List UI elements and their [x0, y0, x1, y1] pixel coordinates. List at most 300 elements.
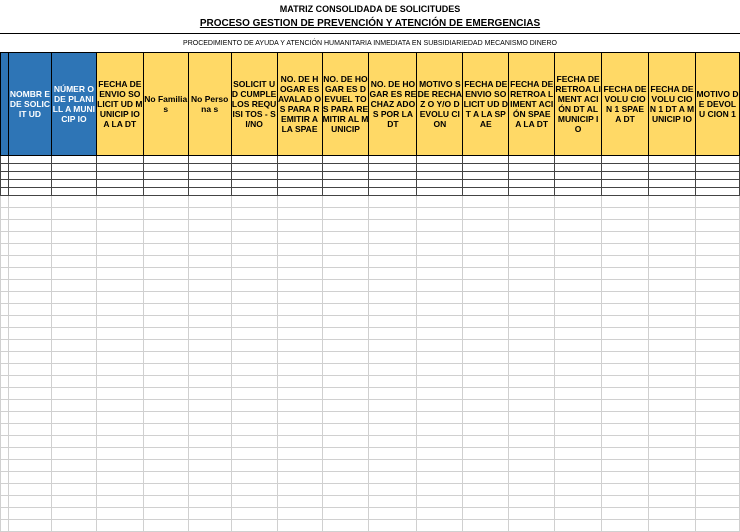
cell[interactable]: [231, 400, 277, 412]
cell[interactable]: [231, 328, 277, 340]
cell[interactable]: [277, 316, 322, 328]
cell[interactable]: [649, 496, 696, 508]
cell[interactable]: [695, 508, 739, 520]
cell[interactable]: [417, 388, 463, 400]
cell[interactable]: [555, 508, 602, 520]
cell[interactable]: [417, 508, 463, 520]
cell[interactable]: [369, 232, 417, 244]
cell[interactable]: [649, 400, 696, 412]
cell[interactable]: [231, 232, 277, 244]
cell[interactable]: [322, 376, 369, 388]
cell[interactable]: [143, 280, 188, 292]
cell[interactable]: [277, 448, 322, 460]
cell[interactable]: [277, 196, 322, 208]
cell[interactable]: [277, 268, 322, 280]
cell[interactable]: [143, 304, 188, 316]
cell[interactable]: [188, 316, 231, 328]
cell[interactable]: [602, 172, 649, 180]
cell[interactable]: [1, 208, 9, 220]
cell[interactable]: [231, 364, 277, 376]
cell[interactable]: [277, 164, 322, 172]
cell[interactable]: [509, 304, 555, 316]
cell[interactable]: [695, 188, 739, 196]
cell[interactable]: [188, 424, 231, 436]
cell[interactable]: [51, 172, 96, 180]
cell[interactable]: [649, 304, 696, 316]
cell[interactable]: [463, 268, 509, 280]
cell[interactable]: [51, 280, 96, 292]
cell[interactable]: [1, 156, 9, 164]
cell[interactable]: [188, 196, 231, 208]
cell[interactable]: [417, 196, 463, 208]
cell[interactable]: [96, 292, 143, 304]
cell[interactable]: [417, 164, 463, 172]
cell[interactable]: [322, 232, 369, 244]
cell[interactable]: [277, 484, 322, 496]
cell[interactable]: [231, 484, 277, 496]
cell[interactable]: [509, 436, 555, 448]
cell[interactable]: [649, 460, 696, 472]
cell[interactable]: [555, 164, 602, 172]
cell[interactable]: [602, 436, 649, 448]
cell[interactable]: [96, 280, 143, 292]
cell[interactable]: [188, 180, 231, 188]
cell[interactable]: [188, 520, 231, 532]
cell[interactable]: [1, 448, 9, 460]
cell[interactable]: [649, 280, 696, 292]
header-cell-1[interactable]: NOMBR E DE SOLICIT UD: [8, 53, 51, 156]
cell[interactable]: [649, 316, 696, 328]
cell[interactable]: [322, 412, 369, 424]
cell[interactable]: [1, 172, 9, 180]
cell[interactable]: [695, 304, 739, 316]
cell[interactable]: [1, 220, 9, 232]
cell[interactable]: [8, 180, 51, 188]
cell[interactable]: [463, 400, 509, 412]
cell[interactable]: [463, 304, 509, 316]
cell[interactable]: [96, 460, 143, 472]
cell[interactable]: [322, 268, 369, 280]
cell[interactable]: [51, 376, 96, 388]
cell[interactable]: [51, 436, 96, 448]
cell[interactable]: [277, 180, 322, 188]
cell[interactable]: [51, 232, 96, 244]
cell[interactable]: [231, 220, 277, 232]
cell[interactable]: [8, 436, 51, 448]
cell[interactable]: [1, 304, 9, 316]
cell[interactable]: [602, 316, 649, 328]
cell[interactable]: [96, 196, 143, 208]
cell[interactable]: [322, 316, 369, 328]
cell[interactable]: [369, 316, 417, 328]
cell[interactable]: [143, 220, 188, 232]
cell[interactable]: [463, 156, 509, 164]
cell[interactable]: [8, 316, 51, 328]
cell[interactable]: [649, 412, 696, 424]
cell[interactable]: [509, 180, 555, 188]
cell[interactable]: [96, 268, 143, 280]
cell[interactable]: [143, 460, 188, 472]
cell[interactable]: [277, 188, 322, 196]
cell[interactable]: [369, 448, 417, 460]
cell[interactable]: [8, 508, 51, 520]
cell[interactable]: [188, 400, 231, 412]
cell[interactable]: [277, 232, 322, 244]
cell[interactable]: [1, 352, 9, 364]
cell[interactable]: [231, 424, 277, 436]
cell[interactable]: [463, 172, 509, 180]
cell[interactable]: [8, 424, 51, 436]
cell[interactable]: [602, 164, 649, 172]
cell[interactable]: [555, 520, 602, 532]
cell[interactable]: [277, 220, 322, 232]
cell[interactable]: [322, 328, 369, 340]
cell[interactable]: [8, 280, 51, 292]
cell[interactable]: [369, 180, 417, 188]
cell[interactable]: [8, 232, 51, 244]
cell[interactable]: [188, 188, 231, 196]
cell[interactable]: [143, 316, 188, 328]
cell[interactable]: [555, 196, 602, 208]
cell[interactable]: [231, 164, 277, 172]
cell[interactable]: [322, 256, 369, 268]
cell[interactable]: [143, 172, 188, 180]
cell[interactable]: [695, 256, 739, 268]
cell[interactable]: [555, 232, 602, 244]
cell[interactable]: [322, 164, 369, 172]
cell[interactable]: [1, 232, 9, 244]
cell[interactable]: [417, 256, 463, 268]
cell[interactable]: [96, 188, 143, 196]
cell[interactable]: [369, 376, 417, 388]
cell[interactable]: [369, 208, 417, 220]
cell[interactable]: [51, 316, 96, 328]
cell[interactable]: [417, 172, 463, 180]
cell[interactable]: [417, 436, 463, 448]
cell[interactable]: [96, 352, 143, 364]
cell[interactable]: [509, 256, 555, 268]
cell[interactable]: [51, 472, 96, 484]
cell[interactable]: [695, 328, 739, 340]
header-cell-6[interactable]: SOLICIT UD CUMPLE LOS REQUISI TOS - SI/NO: [231, 53, 277, 156]
cell[interactable]: [322, 220, 369, 232]
cell[interactable]: [322, 208, 369, 220]
cell[interactable]: [231, 508, 277, 520]
cell[interactable]: [555, 496, 602, 508]
cell[interactable]: [649, 424, 696, 436]
cell[interactable]: [417, 180, 463, 188]
cell[interactable]: [463, 508, 509, 520]
cell[interactable]: [369, 364, 417, 376]
cell[interactable]: [231, 292, 277, 304]
cell[interactable]: [509, 268, 555, 280]
cell[interactable]: [143, 164, 188, 172]
cell[interactable]: [143, 256, 188, 268]
cell[interactable]: [695, 352, 739, 364]
cell[interactable]: [277, 328, 322, 340]
cell[interactable]: [509, 460, 555, 472]
cell[interactable]: [695, 196, 739, 208]
cell[interactable]: [51, 180, 96, 188]
cell[interactable]: [1, 436, 9, 448]
cell[interactable]: [51, 352, 96, 364]
cell[interactable]: [369, 436, 417, 448]
cell[interactable]: [463, 376, 509, 388]
cell[interactable]: [96, 164, 143, 172]
cell[interactable]: [143, 328, 188, 340]
cell[interactable]: [369, 412, 417, 424]
cell[interactable]: [463, 244, 509, 256]
header-cell-gutter[interactable]: [1, 53, 9, 156]
cell[interactable]: [277, 280, 322, 292]
cell[interactable]: [8, 460, 51, 472]
cell[interactable]: [369, 520, 417, 532]
cell[interactable]: [277, 244, 322, 256]
cell[interactable]: [277, 172, 322, 180]
cell[interactable]: [1, 484, 9, 496]
cell[interactable]: [555, 220, 602, 232]
cell[interactable]: [143, 244, 188, 256]
cell[interactable]: [509, 412, 555, 424]
cell[interactable]: [322, 352, 369, 364]
cell[interactable]: [509, 164, 555, 172]
cell[interactable]: [695, 164, 739, 172]
cell[interactable]: [1, 244, 9, 256]
cell[interactable]: [231, 188, 277, 196]
cell[interactable]: [188, 472, 231, 484]
cell[interactable]: [51, 460, 96, 472]
cell[interactable]: [188, 388, 231, 400]
cell[interactable]: [649, 268, 696, 280]
cell[interactable]: [695, 156, 739, 164]
cell[interactable]: [322, 188, 369, 196]
cell[interactable]: [8, 164, 51, 172]
cell[interactable]: [277, 352, 322, 364]
cell[interactable]: [96, 232, 143, 244]
cell[interactable]: [8, 292, 51, 304]
cell[interactable]: [695, 496, 739, 508]
cell[interactable]: [695, 376, 739, 388]
cell[interactable]: [51, 164, 96, 172]
cell[interactable]: [649, 256, 696, 268]
cell[interactable]: [509, 232, 555, 244]
cell[interactable]: [509, 208, 555, 220]
cell[interactable]: [277, 364, 322, 376]
cell[interactable]: [96, 424, 143, 436]
cell[interactable]: [322, 424, 369, 436]
cell[interactable]: [509, 172, 555, 180]
cell[interactable]: [695, 316, 739, 328]
cell[interactable]: [231, 280, 277, 292]
cell[interactable]: [509, 424, 555, 436]
cell[interactable]: [555, 328, 602, 340]
cell[interactable]: [188, 292, 231, 304]
cell[interactable]: [143, 364, 188, 376]
cell[interactable]: [509, 508, 555, 520]
cell[interactable]: [695, 388, 739, 400]
cell[interactable]: [8, 496, 51, 508]
cell[interactable]: [555, 388, 602, 400]
cell[interactable]: [463, 472, 509, 484]
cell[interactable]: [96, 304, 143, 316]
cell[interactable]: [369, 172, 417, 180]
cell[interactable]: [277, 388, 322, 400]
cell[interactable]: [417, 244, 463, 256]
cell[interactable]: [649, 328, 696, 340]
cell[interactable]: [695, 460, 739, 472]
cell[interactable]: [96, 316, 143, 328]
cell[interactable]: [143, 188, 188, 196]
cell[interactable]: [1, 400, 9, 412]
cell[interactable]: [51, 496, 96, 508]
header-cell-14[interactable]: FECHA DEVOLU CION 1 SPAE A DT: [602, 53, 649, 156]
cell[interactable]: [463, 256, 509, 268]
cell[interactable]: [231, 244, 277, 256]
cell[interactable]: [277, 208, 322, 220]
cell[interactable]: [417, 316, 463, 328]
cell[interactable]: [277, 460, 322, 472]
cell[interactable]: [8, 172, 51, 180]
cell[interactable]: [463, 164, 509, 172]
cell[interactable]: [8, 256, 51, 268]
cell[interactable]: [322, 508, 369, 520]
header-cell-15[interactable]: FECHA DEVOLU CION 1 DT A MUNICIP IO: [649, 53, 696, 156]
cell[interactable]: [369, 484, 417, 496]
cell[interactable]: [463, 388, 509, 400]
cell[interactable]: [51, 156, 96, 164]
header-cell-16[interactable]: MOTIVO DE DEVOLU CION 1: [695, 53, 739, 156]
cell[interactable]: [1, 196, 9, 208]
cell[interactable]: [369, 424, 417, 436]
cell[interactable]: [369, 304, 417, 316]
cell[interactable]: [417, 460, 463, 472]
cell[interactable]: [143, 388, 188, 400]
cell[interactable]: [602, 508, 649, 520]
cell[interactable]: [555, 256, 602, 268]
cell[interactable]: [8, 340, 51, 352]
cell[interactable]: [322, 520, 369, 532]
cell[interactable]: [96, 256, 143, 268]
cell[interactable]: [602, 496, 649, 508]
cell[interactable]: [96, 244, 143, 256]
cell[interactable]: [463, 196, 509, 208]
cell[interactable]: [96, 508, 143, 520]
cell[interactable]: [188, 208, 231, 220]
cell[interactable]: [322, 496, 369, 508]
cell[interactable]: [417, 352, 463, 364]
cell[interactable]: [555, 180, 602, 188]
cell[interactable]: [602, 188, 649, 196]
cell[interactable]: [322, 400, 369, 412]
cell[interactable]: [417, 280, 463, 292]
cell[interactable]: [231, 352, 277, 364]
cell[interactable]: [322, 436, 369, 448]
cell[interactable]: [369, 164, 417, 172]
cell[interactable]: [555, 448, 602, 460]
cell[interactable]: [96, 180, 143, 188]
cell[interactable]: [51, 328, 96, 340]
cell[interactable]: [51, 292, 96, 304]
cell[interactable]: [695, 244, 739, 256]
cell[interactable]: [188, 172, 231, 180]
cell[interactable]: [8, 188, 51, 196]
cell[interactable]: [695, 436, 739, 448]
cell[interactable]: [463, 364, 509, 376]
cell[interactable]: [695, 472, 739, 484]
cell[interactable]: [143, 208, 188, 220]
cell[interactable]: [509, 400, 555, 412]
cell[interactable]: [417, 364, 463, 376]
cell[interactable]: [649, 156, 696, 164]
cell[interactable]: [143, 376, 188, 388]
cell[interactable]: [417, 232, 463, 244]
cell[interactable]: [695, 268, 739, 280]
cell[interactable]: [695, 180, 739, 188]
cell[interactable]: [8, 400, 51, 412]
cell[interactable]: [143, 400, 188, 412]
cell[interactable]: [1, 268, 9, 280]
cell[interactable]: [602, 244, 649, 256]
cell[interactable]: [602, 472, 649, 484]
cell[interactable]: [143, 340, 188, 352]
cell[interactable]: [8, 412, 51, 424]
cell[interactable]: [555, 400, 602, 412]
cell[interactable]: [188, 232, 231, 244]
cell[interactable]: [695, 172, 739, 180]
cell[interactable]: [231, 180, 277, 188]
cell[interactable]: [322, 172, 369, 180]
cell[interactable]: [463, 484, 509, 496]
cell[interactable]: [96, 340, 143, 352]
cell[interactable]: [369, 156, 417, 164]
cell[interactable]: [188, 220, 231, 232]
cell[interactable]: [463, 292, 509, 304]
cell[interactable]: [322, 364, 369, 376]
cell[interactable]: [509, 376, 555, 388]
cell[interactable]: [649, 188, 696, 196]
cell[interactable]: [463, 352, 509, 364]
cell[interactable]: [143, 232, 188, 244]
cell[interactable]: [602, 196, 649, 208]
cell[interactable]: [188, 244, 231, 256]
cell[interactable]: [143, 496, 188, 508]
cell[interactable]: [695, 364, 739, 376]
cell[interactable]: [8, 364, 51, 376]
cell[interactable]: [417, 304, 463, 316]
cell[interactable]: [463, 424, 509, 436]
cell[interactable]: [509, 496, 555, 508]
cell[interactable]: [1, 472, 9, 484]
cell[interactable]: [188, 436, 231, 448]
cell[interactable]: [1, 328, 9, 340]
cell[interactable]: [96, 436, 143, 448]
cell[interactable]: [602, 520, 649, 532]
cell[interactable]: [417, 268, 463, 280]
cell[interactable]: [369, 340, 417, 352]
cell[interactable]: [509, 156, 555, 164]
cell[interactable]: [509, 340, 555, 352]
cell[interactable]: [231, 376, 277, 388]
cell[interactable]: [231, 304, 277, 316]
cell[interactable]: [555, 424, 602, 436]
cell[interactable]: [369, 508, 417, 520]
cell[interactable]: [555, 244, 602, 256]
header-cell-10[interactable]: MOTIVO S DE RECHAZ O Y/O DEVOLU CION: [417, 53, 463, 156]
cell[interactable]: [277, 156, 322, 164]
cell[interactable]: [602, 412, 649, 424]
cell[interactable]: [509, 448, 555, 460]
cell[interactable]: [231, 472, 277, 484]
